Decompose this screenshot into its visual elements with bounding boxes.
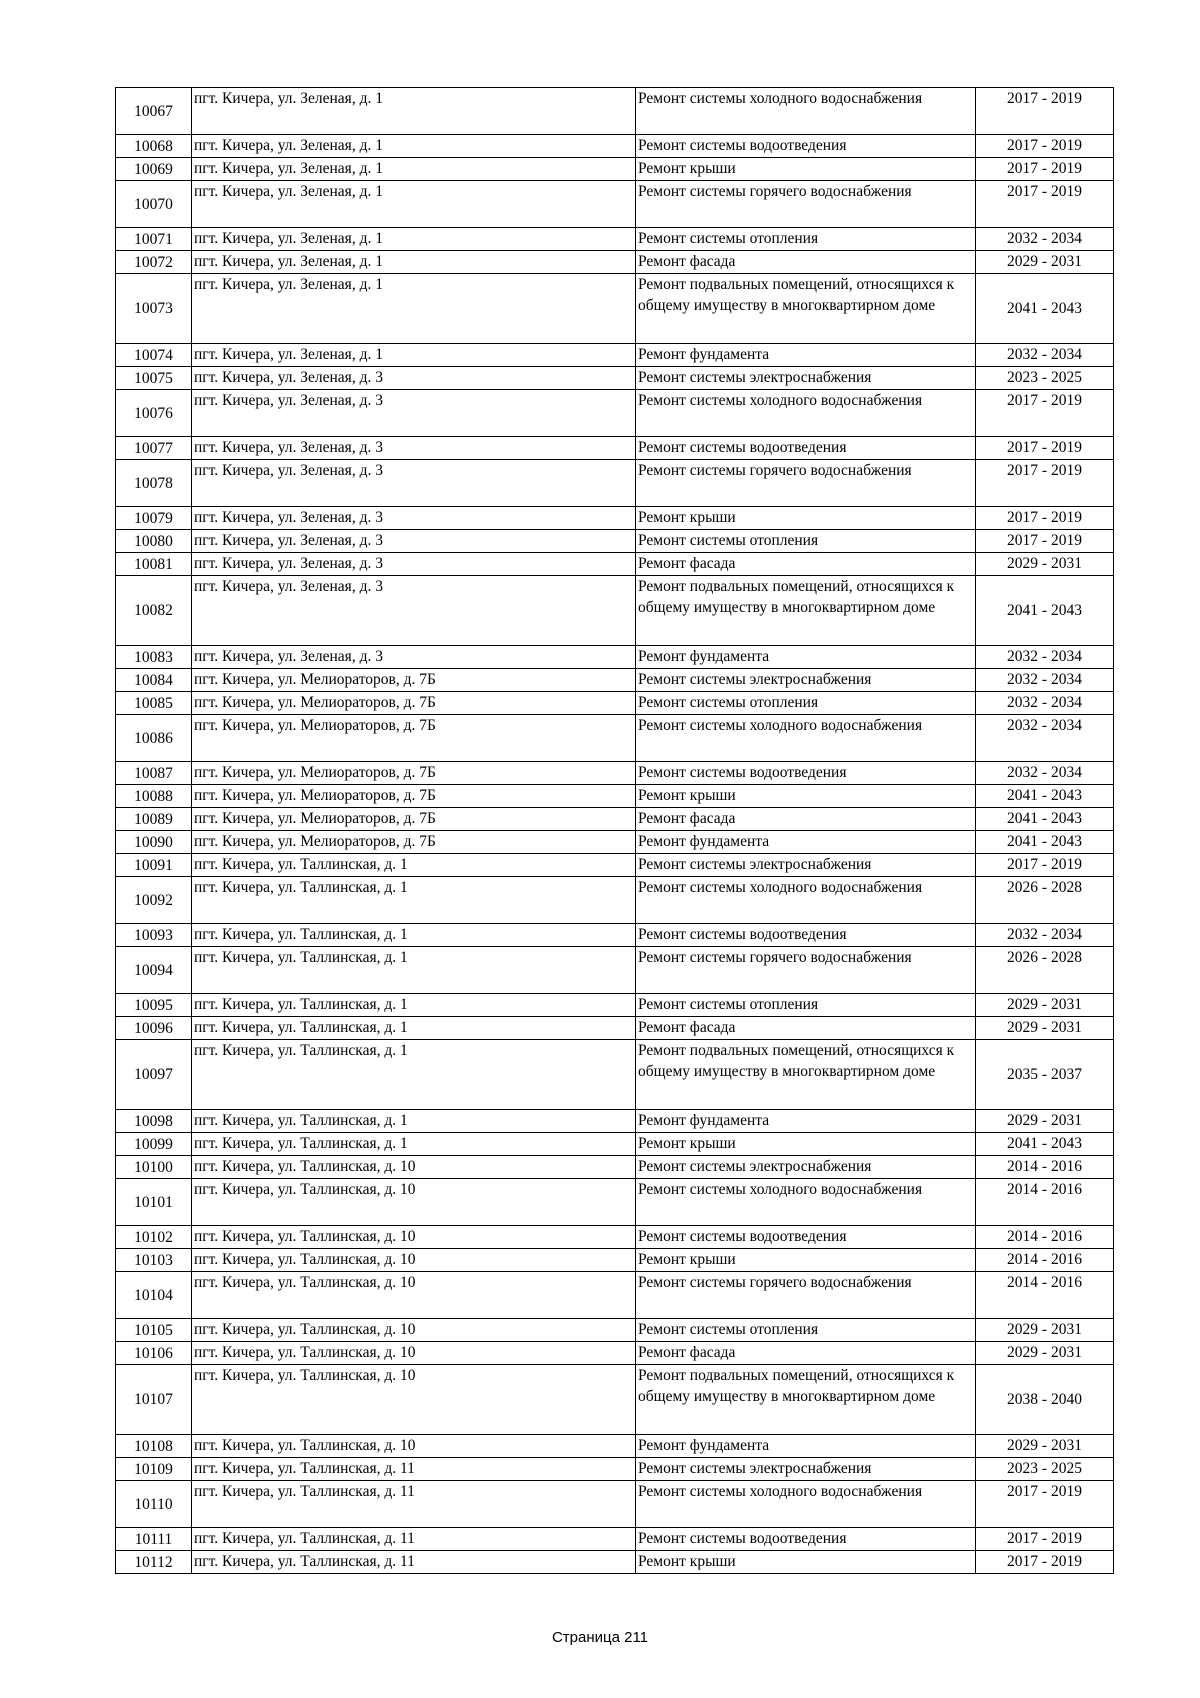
row-id-cell: 10082 [116,576,192,646]
address-cell: пгт. Кичера, ул. Таллинская, д. 10 [192,1249,636,1272]
work-type-cell: Ремонт фасада [636,251,976,274]
table-row [116,1226,1114,1249]
address-cell: пгт. Кичера, ул. Зеленая, д. 3 [192,367,636,390]
work-type-cell: Ремонт системы электроснабжения [636,854,976,877]
table-row [116,88,1114,135]
period-cell: 2029 - 2031 [976,1342,1114,1365]
period-cell: 2017 - 2019 [976,135,1114,158]
period-cell: 2041 - 2043 [976,808,1114,831]
period-cell: 2014 - 2016 [976,1249,1114,1272]
address-cell: пгт. Кичера, ул. Таллинская, д. 10 [192,1156,636,1179]
table-row [116,530,1114,553]
table-row [116,1249,1114,1272]
work-type-cell: Ремонт системы электроснабжения [636,1458,976,1481]
row-id-cell: 10102 [116,1226,192,1249]
period-cell: 2014 - 2016 [976,1179,1114,1226]
table-row [116,1040,1114,1110]
work-type-cell: Ремонт системы водоотведения [636,924,976,947]
work-type-cell: Ремонт системы отопления [636,994,976,1017]
address-cell: пгт. Кичера, ул. Мелиораторов, д. 7Б [192,808,636,831]
work-type-cell: Ремонт системы отопления [636,228,976,251]
table-row [116,1156,1114,1179]
table-row [116,1551,1114,1574]
table-row [116,553,1114,576]
table-body [116,88,1114,1574]
work-type-cell: Ремонт подвальных помещений, относящихся к общему имуществу в многоквартирном доме [636,576,976,646]
table-row [116,762,1114,785]
row-id-cell: 10092 [116,877,192,924]
period-cell: 2041 - 2043 [976,785,1114,808]
row-id-cell: 10080 [116,530,192,553]
period-cell: 2032 - 2034 [976,715,1114,762]
table-row [116,1319,1114,1342]
address-cell: пгт. Кичера, ул. Мелиораторов, д. 7Б [192,715,636,762]
work-type-cell: Ремонт системы отопления [636,1319,976,1342]
address-cell: пгт. Кичера, ул. Таллинская, д. 1 [192,994,636,1017]
address-cell: пгт. Кичера, ул. Зеленая, д. 3 [192,437,636,460]
work-type-cell: Ремонт системы холодного водоснабжения [636,390,976,437]
address-cell: пгт. Кичера, ул. Зеленая, д. 3 [192,553,636,576]
address-cell: пгт. Кичера, ул. Зеленая, д. 3 [192,646,636,669]
row-id-cell: 10070 [116,181,192,228]
row-id-cell: 10111 [116,1528,192,1551]
work-type-cell: Ремонт крыши [636,1551,976,1574]
work-type-cell: Ремонт системы водоотведения [636,1528,976,1551]
period-cell: 2017 - 2019 [976,460,1114,507]
row-id-cell: 10072 [116,251,192,274]
address-cell: пгт. Кичера, ул. Зеленая, д. 1 [192,135,636,158]
address-cell: пгт. Кичера, ул. Зеленая, д. 3 [192,507,636,530]
period-cell: 2017 - 2019 [976,390,1114,437]
table-row [116,251,1114,274]
period-cell: 2026 - 2028 [976,877,1114,924]
address-cell: пгт. Кичера, ул. Мелиораторов, д. 7Б [192,831,636,854]
address-cell: пгт. Кичера, ул. Зеленая, д. 3 [192,460,636,507]
work-type-cell: Ремонт крыши [636,1249,976,1272]
address-cell: пгт. Кичера, ул. Таллинская, д. 1 [192,877,636,924]
table-row [116,947,1114,994]
row-id-cell: 10093 [116,924,192,947]
work-type-cell: Ремонт подвальных помещений, относящихся к общему имуществу в многоквартирном доме [636,1365,976,1435]
row-id-cell: 10103 [116,1249,192,1272]
work-type-cell: Ремонт подвальных помещений, относящихся к общему имуществу в многоквартирном доме [636,1040,976,1110]
period-cell: 2032 - 2034 [976,692,1114,715]
period-cell: 2014 - 2016 [976,1272,1114,1319]
table-row [116,135,1114,158]
period-cell: 2017 - 2019 [976,854,1114,877]
work-type-cell: Ремонт системы горячего водоснабжения [636,181,976,228]
period-cell: 2023 - 2025 [976,1458,1114,1481]
table-row [116,181,1114,228]
period-cell: 2026 - 2028 [976,947,1114,994]
period-cell: 2035 - 2037 [976,1040,1114,1110]
period-cell: 2029 - 2031 [976,553,1114,576]
address-cell: пгт. Кичера, ул. Таллинская, д. 11 [192,1458,636,1481]
address-cell: пгт. Кичера, ул. Зеленая, д. 1 [192,274,636,344]
table-row [116,692,1114,715]
period-cell: 2023 - 2025 [976,367,1114,390]
address-cell: пгт. Кичера, ул. Зеленая, д. 1 [192,344,636,367]
row-id-cell: 10073 [116,274,192,344]
address-cell: пгт. Кичера, ул. Таллинская, д. 10 [192,1342,636,1365]
row-id-cell: 10106 [116,1342,192,1365]
address-cell: пгт. Кичера, ул. Таллинская, д. 1 [192,947,636,994]
address-cell: пгт. Кичера, ул. Таллинская, д. 11 [192,1528,636,1551]
work-type-cell: Ремонт системы водоотведения [636,437,976,460]
address-cell: пгт. Кичера, ул. Таллинская, д. 1 [192,924,636,947]
table-row [116,877,1114,924]
table-row [116,715,1114,762]
table-row [116,576,1114,646]
row-id-cell: 10081 [116,553,192,576]
work-type-cell: Ремонт системы отопления [636,530,976,553]
table-row [116,228,1114,251]
address-cell: пгт. Кичера, ул. Таллинская, д. 1 [192,1133,636,1156]
address-cell: пгт. Кичера, ул. Зеленая, д. 3 [192,576,636,646]
row-id-cell: 10077 [116,437,192,460]
work-type-cell: Ремонт фундамента [636,1110,976,1133]
table-row [116,437,1114,460]
row-id-cell: 10076 [116,390,192,437]
address-cell: пгт. Кичера, ул. Таллинская, д. 1 [192,1017,636,1040]
row-id-cell: 10089 [116,808,192,831]
work-type-cell: Ремонт подвальных помещений, относящихся к общему имуществу в многоквартирном доме [636,274,976,344]
address-cell: пгт. Кичера, ул. Зеленая, д. 1 [192,228,636,251]
period-cell: 2032 - 2034 [976,646,1114,669]
table-row [116,646,1114,669]
table-row [116,507,1114,530]
work-type-cell: Ремонт фасада [636,553,976,576]
table-row [116,1528,1114,1551]
work-type-cell: Ремонт крыши [636,1133,976,1156]
page-number: Страница 211 [551,1629,649,1646]
table-row [116,460,1114,507]
table-row [116,1481,1114,1528]
address-cell: пгт. Кичера, ул. Таллинская, д. 10 [192,1435,636,1458]
row-id-cell: 10096 [116,1017,192,1040]
period-cell: 2032 - 2034 [976,344,1114,367]
period-cell: 2017 - 2019 [976,530,1114,553]
address-cell: пгт. Кичера, ул. Таллинская, д. 1 [192,854,636,877]
address-cell: пгт. Кичера, ул. Таллинская, д. 11 [192,1481,636,1528]
work-type-cell: Ремонт системы отопления [636,692,976,715]
work-type-cell: Ремонт системы водоотведения [636,1226,976,1249]
row-id-cell: 10071 [116,228,192,251]
period-cell: 2038 - 2040 [976,1365,1114,1435]
row-id-cell: 10090 [116,831,192,854]
work-type-cell: Ремонт крыши [636,785,976,808]
period-cell: 2032 - 2034 [976,228,1114,251]
row-id-cell: 10104 [116,1272,192,1319]
period-cell: 2029 - 2031 [976,1017,1114,1040]
table-row [116,1133,1114,1156]
row-id-cell: 10074 [116,344,192,367]
row-id-cell: 10098 [116,1110,192,1133]
period-cell: 2032 - 2034 [976,924,1114,947]
period-cell: 2029 - 2031 [976,251,1114,274]
row-id-cell: 10087 [116,762,192,785]
period-cell: 2029 - 2031 [976,1319,1114,1342]
table-row [116,1435,1114,1458]
table-row [116,831,1114,854]
period-cell: 2029 - 2031 [976,994,1114,1017]
row-id-cell: 10107 [116,1365,192,1435]
table-row [116,367,1114,390]
period-cell: 2032 - 2034 [976,669,1114,692]
row-id-cell: 10084 [116,669,192,692]
work-type-cell: Ремонт системы холодного водоснабжения [636,877,976,924]
period-cell: 2017 - 2019 [976,158,1114,181]
address-cell: пгт. Кичера, ул. Мелиораторов, д. 7Б [192,785,636,808]
work-type-cell: Ремонт фасада [636,1342,976,1365]
period-cell: 2017 - 2019 [976,1528,1114,1551]
address-cell: пгт. Кичера, ул. Таллинская, д. 10 [192,1272,636,1319]
period-cell: 2017 - 2019 [976,507,1114,530]
period-cell: 2017 - 2019 [976,1481,1114,1528]
table-row [116,1017,1114,1040]
address-cell: пгт. Кичера, ул. Зеленая, д. 1 [192,181,636,228]
row-id-cell: 10109 [116,1458,192,1481]
table-row [116,994,1114,1017]
address-cell: пгт. Кичера, ул. Зеленая, д. 1 [192,251,636,274]
row-id-cell: 10100 [116,1156,192,1179]
row-id-cell: 10075 [116,367,192,390]
address-cell: пгт. Кичера, ул. Таллинская, д. 1 [192,1040,636,1110]
row-id-cell: 10108 [116,1435,192,1458]
period-cell: 2017 - 2019 [976,437,1114,460]
work-type-cell: Ремонт системы холодного водоснабжения [636,1481,976,1528]
table-row [116,669,1114,692]
row-id-cell: 10085 [116,692,192,715]
work-type-cell: Ремонт системы горячего водоснабжения [636,460,976,507]
row-id-cell: 10086 [116,715,192,762]
table-row [116,390,1114,437]
row-id-cell: 10110 [116,1481,192,1528]
work-type-cell: Ремонт системы водоотведения [636,762,976,785]
table-row [116,808,1114,831]
work-type-cell: Ремонт системы холодного водоснабжения [636,88,976,135]
work-type-cell: Ремонт системы горячего водоснабжения [636,947,976,994]
period-cell: 2032 - 2034 [976,762,1114,785]
row-id-cell: 10099 [116,1133,192,1156]
work-type-cell: Ремонт фундамента [636,1435,976,1458]
period-cell: 2017 - 2019 [976,88,1114,135]
period-cell: 2029 - 2031 [976,1110,1114,1133]
address-cell: пгт. Кичера, ул. Мелиораторов, д. 7Б [192,692,636,715]
row-id-cell: 10105 [116,1319,192,1342]
period-cell: 2017 - 2019 [976,1551,1114,1574]
row-id-cell: 10101 [116,1179,192,1226]
table-row [116,1342,1114,1365]
table-row [116,854,1114,877]
table-row [116,158,1114,181]
period-cell: 2041 - 2043 [976,1133,1114,1156]
row-id-cell: 10069 [116,158,192,181]
table-row [116,785,1114,808]
work-type-cell: Ремонт крыши [636,158,976,181]
row-id-cell: 10091 [116,854,192,877]
work-type-cell: Ремонт фасада [636,1017,976,1040]
period-cell: 2029 - 2031 [976,1435,1114,1458]
work-type-cell: Ремонт фасада [636,808,976,831]
address-cell: пгт. Кичера, ул. Зеленая, д. 3 [192,530,636,553]
address-cell: пгт. Кичера, ул. Таллинская, д. 11 [192,1551,636,1574]
row-id-cell: 10095 [116,994,192,1017]
table-row [116,1110,1114,1133]
address-cell: пгт. Кичера, ул. Таллинская, д. 10 [192,1319,636,1342]
address-cell: пгт. Кичера, ул. Таллинская, д. 10 [192,1179,636,1226]
table-row [116,924,1114,947]
work-type-cell: Ремонт системы горячего водоснабжения [636,1272,976,1319]
row-id-cell: 10094 [116,947,192,994]
row-id-cell: 10083 [116,646,192,669]
work-type-cell: Ремонт системы холодного водоснабжения [636,715,976,762]
table-row [116,1365,1114,1435]
address-cell: пгт. Кичера, ул. Зеленая, д. 1 [192,158,636,181]
period-cell: 2041 - 2043 [976,576,1114,646]
work-type-cell: Ремонт фундамента [636,831,976,854]
row-id-cell: 10079 [116,507,192,530]
row-id-cell: 10068 [116,135,192,158]
repair-schedule-table [115,87,1114,1574]
period-cell: 2017 - 2019 [976,181,1114,228]
work-type-cell: Ремонт крыши [636,507,976,530]
row-id-cell: 10097 [116,1040,192,1110]
work-type-cell: Ремонт системы электроснабжения [636,1156,976,1179]
address-cell: пгт. Кичера, ул. Мелиораторов, д. 7Б [192,762,636,785]
work-type-cell: Ремонт системы электроснабжения [636,669,976,692]
table-row [116,1272,1114,1319]
work-type-cell: Ремонт системы водоотведения [636,135,976,158]
address-cell: пгт. Кичера, ул. Мелиораторов, д. 7Б [192,669,636,692]
table-row [116,274,1114,344]
table-row [116,1458,1114,1481]
period-cell: 2041 - 2043 [976,831,1114,854]
address-cell: пгт. Кичера, ул. Таллинская, д. 10 [192,1226,636,1249]
address-cell: пгт. Кичера, ул. Зеленая, д. 3 [192,390,636,437]
address-cell: пгт. Кичера, ул. Таллинская, д. 1 [192,1110,636,1133]
period-cell: 2041 - 2043 [976,274,1114,344]
work-type-cell: Ремонт фундамента [636,344,976,367]
period-cell: 2014 - 2016 [976,1156,1114,1179]
address-cell: пгт. Кичера, ул. Зеленая, д. 1 [192,88,636,135]
row-id-cell: 10088 [116,785,192,808]
work-type-cell: Ремонт системы холодного водоснабжения [636,1179,976,1226]
work-type-cell: Ремонт фундамента [636,646,976,669]
row-id-cell: 10067 [116,88,192,135]
address-cell: пгт. Кичера, ул. Таллинская, д. 10 [192,1365,636,1435]
row-id-cell: 10112 [116,1551,192,1574]
period-cell: 2014 - 2016 [976,1226,1114,1249]
table-row [116,1179,1114,1226]
work-type-cell: Ремонт системы электроснабжения [636,367,976,390]
table-row [116,344,1114,367]
row-id-cell: 10078 [116,460,192,507]
